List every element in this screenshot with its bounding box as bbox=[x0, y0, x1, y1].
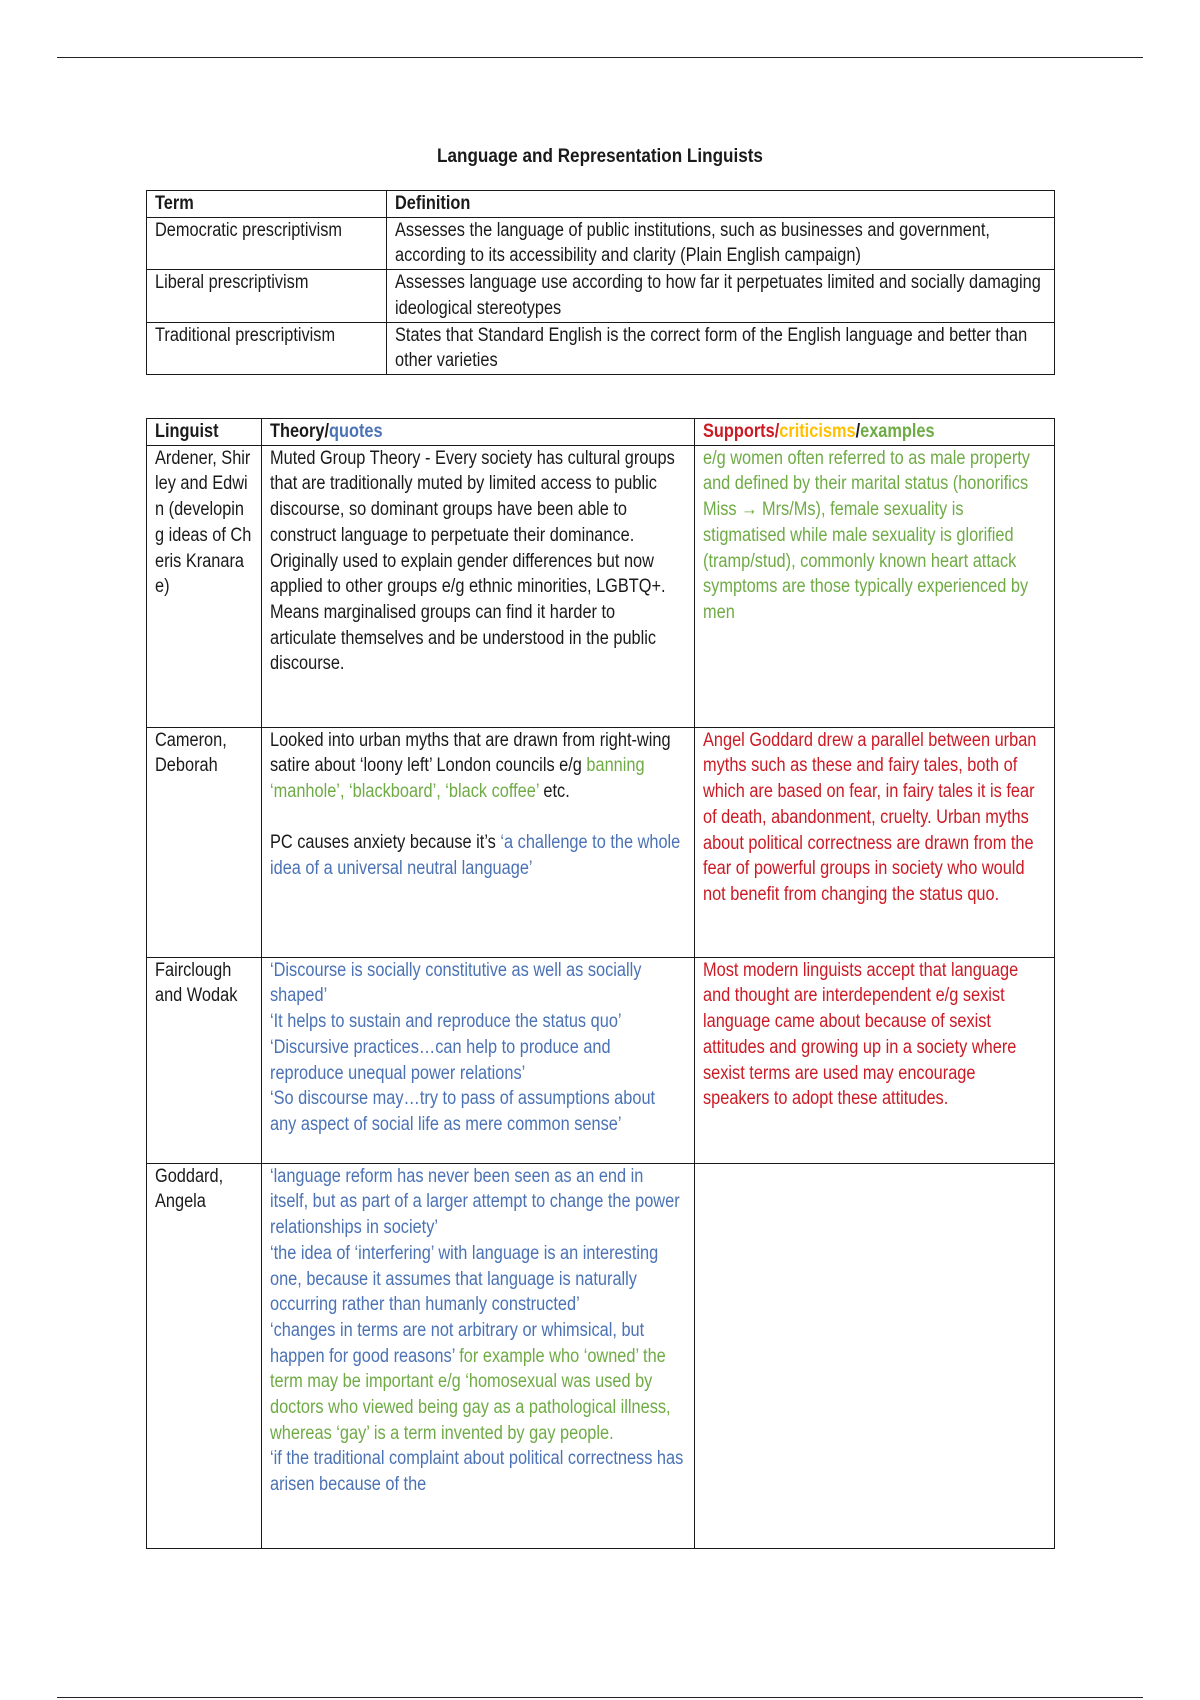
term-cell: Traditional prescriptivism bbox=[147, 322, 387, 374]
theory-header bbox=[262, 419, 695, 446]
definition-cell: Assesses the language of public institutions, such as businesses and government, according to its accessibility and clarity (Plain English campaign) bbox=[387, 217, 1055, 269]
terms-table bbox=[146, 190, 1055, 375]
examples-label: examples bbox=[860, 421, 935, 442]
quote-text: ‘the idea of ‘interfering’ with language is an interesting one, because it assumes that language is naturally occurring rather than humanly constructed’ bbox=[270, 1242, 659, 1316]
theory-text: PC causes anxiety because it’s bbox=[270, 831, 501, 853]
empty-cell bbox=[695, 1163, 1055, 1548]
term-header: Term bbox=[147, 191, 387, 218]
footer-rule bbox=[57, 1697, 1143, 1698]
definition-header: Definition bbox=[387, 191, 1055, 218]
theory-label: Theory/ bbox=[270, 421, 330, 442]
table-row bbox=[147, 270, 1055, 322]
linguists-header-row bbox=[147, 419, 1055, 446]
examples-cell: e/g women often referred to as male property and defined by their marital status (honorifics Miss → Mrs/Ms), female sexuality is stigmatised while male sexuality is glorified (tramp/stud), commonly known heart attack symptoms are those typically experienced by men bbox=[695, 445, 1055, 727]
table-row bbox=[147, 322, 1055, 374]
quotes-label: quotes bbox=[329, 421, 383, 442]
term-cell: Democratic prescriptivism bbox=[147, 217, 387, 269]
quote-text: ‘if the traditional complaint about political correctness has arisen because of the bbox=[270, 1448, 684, 1496]
theory-cell: Muted Group Theory - Every society has cultural groups that are traditionally muted by limited access to public discourse, so dominant groups have been able to construct language to perpetuate their dominance. Originally used to explain gender differences but now applied to other groups e/g ethnic minorities, LGBTQ+. Means marginalised groups can find it harder to articulate themselves and be understood in the public discourse. bbox=[262, 445, 695, 727]
header-rule bbox=[57, 57, 1143, 58]
theory-cell bbox=[262, 727, 695, 957]
quote-text: ‘So discourse may…try to pass of assumptions about any aspect of social life as mere common sense’ bbox=[270, 1088, 656, 1135]
table-row bbox=[147, 217, 1055, 269]
table-row bbox=[147, 727, 1055, 957]
criticisms-label: criticisms bbox=[779, 421, 856, 442]
linguist-cell: Goddard, Angela bbox=[147, 1163, 262, 1548]
criticism-cell: Most modern linguists accept that language and thought are interdependent e/g sexist language came about because of sexist attitudes and growing up in a society where sexist terms are used may encourage speakers to adopt these attitudes. bbox=[695, 957, 1055, 1163]
example-text: banning ‘manhole’, ‘blackboard’, ‘black coffee’ bbox=[270, 755, 645, 803]
terms-header-row bbox=[147, 191, 1055, 218]
slash-separator: / bbox=[855, 421, 861, 442]
linguist-header: Linguist bbox=[147, 419, 262, 446]
quote-text: ‘a challenge to the whole idea of a universal neutral language’ bbox=[270, 831, 681, 879]
linguist-cell: Ardener, Shirley and Edwin (developing ideas of Cheris Kranarae) bbox=[147, 445, 262, 727]
theory-cell bbox=[262, 1163, 695, 1548]
table-row bbox=[147, 445, 1055, 727]
linguist-cell: Cameron, Deborah bbox=[147, 727, 262, 957]
quote-text: ‘It helps to sustain and reproduce the status quo’ bbox=[270, 1011, 622, 1033]
table-row bbox=[147, 1163, 1055, 1548]
supports-header bbox=[695, 419, 1055, 446]
table-row bbox=[147, 957, 1055, 1163]
theory-cell bbox=[262, 957, 695, 1163]
document-title: Language and Representation Linguists bbox=[437, 146, 763, 167]
theory-text: Looked into urban myths that are drawn from right-wing satire about ‘loony left’ London councils e/g bbox=[270, 729, 671, 777]
example-text: for example who ‘owned’ the term may be important e/g ‘homosexual was used by doctors who viewed being gay as a pathological illness, whereas ‘gay’ is a term invented by gay people. bbox=[270, 1345, 671, 1444]
linguist-cell: Fairclough and Wodak bbox=[147, 957, 262, 1163]
theory-text: etc. bbox=[538, 781, 570, 803]
quote-text: ‘Discursive practices…can help to produce and reproduce unequal power relations’ bbox=[270, 1036, 611, 1084]
supports-label: Supports/ bbox=[703, 421, 780, 442]
linguists-table bbox=[146, 418, 1055, 1549]
quote-text: ‘Discourse is socially constitutive as well as socially shaped’ bbox=[270, 959, 642, 1007]
criticism-cell: Angel Goddard drew a parallel between urban myths such as these and fairy tales, both of which are based on fear, in fairy tales it is fear of death, abandonment, cruelty. Urban myths about political correctness are drawn from the fear of powerful groups in society who would not benefit from changing the status quo. bbox=[695, 727, 1055, 957]
definition-cell: States that Standard English is the correct form of the English language and better than other varieties bbox=[387, 322, 1055, 374]
quote-text: ‘language reform has never been seen as an end in itself, but as part of a larger attempt to change the power relationships in society’ bbox=[270, 1165, 680, 1239]
term-cell: Liberal prescriptivism bbox=[147, 270, 387, 322]
definition-cell: Assesses language use according to how far it perpetuates limited and socially damaging ideological stereotypes bbox=[387, 270, 1055, 322]
quote-text: ‘changes in terms are not arbitrary or whimsical, but happen for good reasons’ bbox=[270, 1319, 645, 1367]
